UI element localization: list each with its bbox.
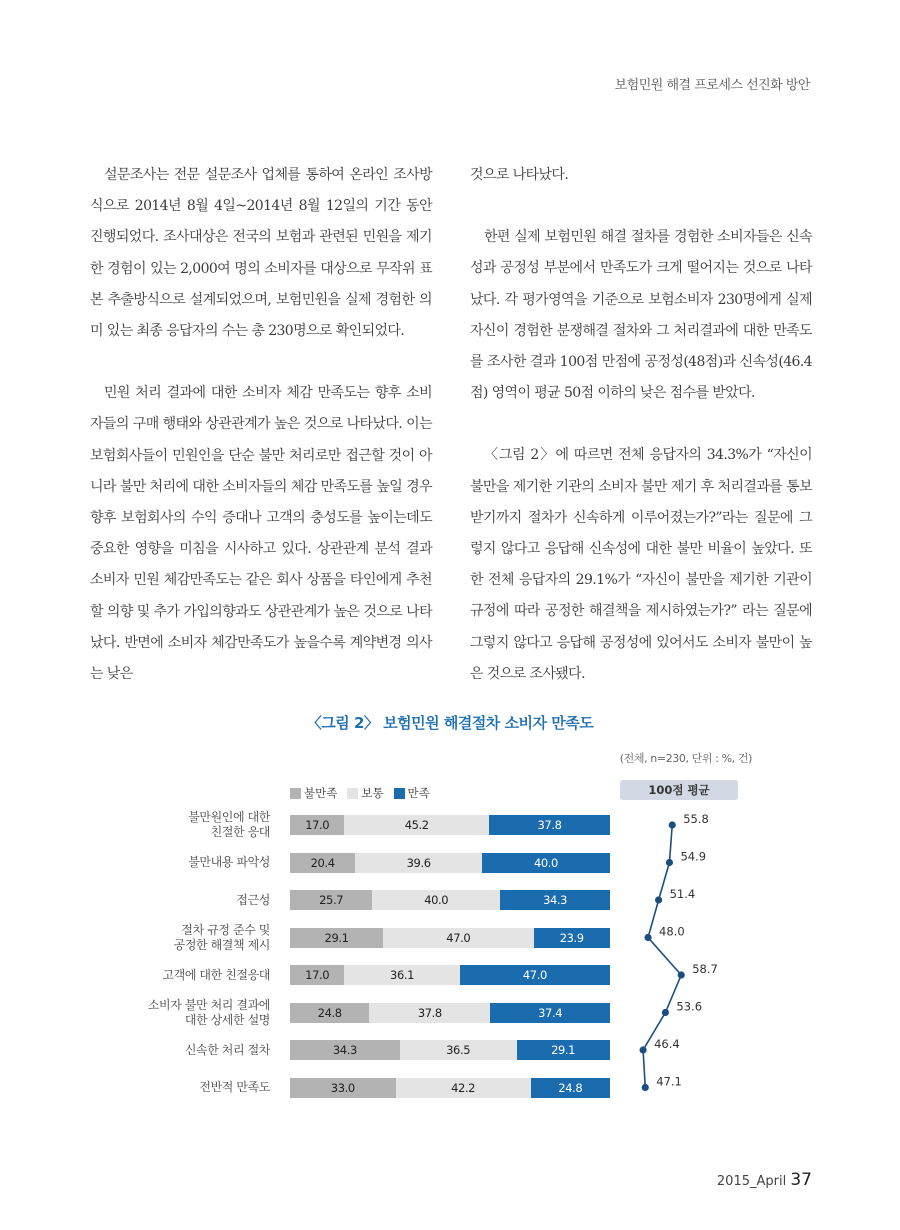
category-label-line: 대한 상세한 설명	[184, 1012, 270, 1027]
category-label-line: 전반적 만족도	[199, 1080, 270, 1094]
average-score-point	[662, 1009, 669, 1016]
legend-item	[290, 785, 337, 801]
satisfied-segment: 34.3	[500, 890, 610, 910]
stacked-bar	[290, 890, 610, 910]
satisfied-segment: 37.4	[490, 1003, 610, 1023]
page-number: 37	[790, 1170, 812, 1190]
dissatisfied-segment: 33.0	[290, 1078, 396, 1098]
category-label	[110, 855, 270, 870]
right-column	[470, 160, 812, 721]
satisfied-segment: 47.0	[460, 965, 610, 985]
dissatisfied-segment: 20.4	[290, 853, 355, 873]
average-score-label: 54.9	[680, 849, 707, 864]
legend-item	[347, 785, 383, 801]
legend-swatch	[394, 788, 405, 799]
dissatisfied-segment: 29.1	[290, 928, 383, 948]
category-label	[110, 893, 270, 908]
average-score-label: 51.4	[669, 887, 696, 901]
dissatisfied-segment: 24.8	[290, 1003, 369, 1023]
dissatisfied-segment: 17.0	[290, 965, 344, 985]
legend-item	[394, 785, 430, 801]
average-score-point	[642, 1084, 649, 1091]
average-score-point	[644, 934, 651, 941]
category-label	[110, 968, 270, 983]
legend-label: 보통	[361, 786, 384, 800]
average-score-label: 46.4	[654, 1037, 680, 1051]
paragraph: 설문조사는 전문 설문조사 업체를 통하여 온라인 조사방식으로 2014년 8월 4일~2014년 8월 12일의 기간 동안 진행되었다. 조사대상은 전국의 보험과 관련된 민원을 제기한 경험이 있는 2,000여 명의 소비자를 대상으로 무작위 표본 추출방식으로 설계되었으며, 보험민원을 실제 경험한 의미 있는 최종 응답자의 수는 총 230명으로 확인되었다.	[90, 167, 432, 340]
left-column	[90, 160, 432, 721]
average-score-point	[666, 859, 673, 866]
satisfied-segment: 40.0	[482, 853, 610, 873]
dissatisfied-segment: 17.0	[290, 815, 344, 835]
paragraph: 〈그림 2〉에 따르면 전체 응답자의 34.3%가 “자신이 불만을 제기한 기관의 소비자 불만 제기 후 처리결과를 통보받기까지 절차가 신속하게 이루어졌는가?”라는 질문에 그렇지 않다고 응답해 신속성에 대한 불만 비율이 높았다. 또한 전체 응답자의 29.1%가 “자신이 불만을 제기한 기관이 규정에 따라 공정한 해결책을 제시하였는가?” 라는 질문에 그렇지 않다고 응답해 공정성에 있어서도 소비자 불만이 높은 것으로 조사됐다.	[470, 447, 812, 682]
satisfied-segment: 37.8	[489, 815, 610, 835]
average-header: 100점 평균	[620, 780, 738, 800]
average-score-point	[678, 971, 685, 978]
average-score-point	[639, 1046, 646, 1053]
category-label-line: 친절한 응대	[210, 825, 270, 839]
paragraph: 한편 실제 보험민원 해결 절차를 경험한 소비자들은 신속성과 공정성 부분에서 만족도가 크게 떨어지는 것으로 나타났다. 각 평가영역을 기준으로 보험소비자 230명에게 실제 자신이 경험한 분쟁해결 절차와 그 처리결과에 대한 만족도를 조사한 결과 100점 만점에 공정성(48점)과 신속성(46.4점) 영역이 평균 50점 이하의 낮은 점수를 받았다.	[470, 229, 812, 402]
satisfied-segment: 23.9	[534, 928, 610, 948]
satisfied-segment: 24.8	[531, 1078, 610, 1098]
paragraph: 것으로 나타났다.	[470, 167, 569, 183]
stacked-bar	[290, 1003, 610, 1023]
category-label	[110, 923, 270, 953]
neutral-segment: 36.1	[344, 965, 459, 985]
neutral-segment: 45.2	[344, 815, 489, 835]
legend-label: 만족	[407, 786, 430, 800]
average-score-point	[655, 896, 662, 903]
stacked-bar	[290, 928, 610, 948]
neutral-segment: 40.0	[372, 890, 500, 910]
neutral-segment: 37.8	[369, 1003, 490, 1023]
stacked-bar	[290, 1040, 610, 1060]
stacked-bar	[290, 1078, 610, 1098]
stacked-bar	[290, 965, 610, 985]
dissatisfied-segment: 34.3	[290, 1040, 400, 1060]
average-score-label: 58.7	[692, 962, 718, 976]
neutral-segment: 39.6	[355, 853, 482, 873]
neutral-segment: 42.2	[396, 1078, 531, 1098]
category-label-line: 신속한 처리 절차	[184, 1042, 270, 1057]
paragraph: 민원 처리 결과에 대한 소비자 체감 만족도는 향후 소비자들의 구매 행태와 상관관계가 높은 것으로 나타났다. 이는 보험회사들이 민원인을 단순 불만 처리로만 접근할 것이 아니라 불만 처리에 대한 소비자들의 체감 만족도를 높일 경우 향후 보험회사의 수익 증대나 고객의 충성도를 높이는데도 중요한 영향을 미침을 시사하고 있다. 상관관계 분석 결과 소비자 민원 체감만족도는 같은 회사 상품을 타인에게 추천할 의향 및 추가 가입의향과도 상관관계가 높은 것으로 나타났다. 반면에 소비자 체감만족도가 높을수록 계약변경 의사는 낮은	[90, 385, 432, 683]
satisfied-segment: 29.1	[517, 1040, 610, 1060]
legend-label: 불만족	[304, 786, 338, 800]
running-head: 보험민원 해결 프로세스 선진화 방안	[614, 78, 810, 93]
category-label-line: 접근성	[236, 892, 270, 907]
figure-note: (전체, n=230, 단위 : %, 건)	[619, 752, 752, 765]
figure-title: 〈그림 2〉 보험민원 해결절차 소비자 만족도	[306, 714, 594, 732]
category-label-line: 절차 규정 준수 및	[181, 922, 270, 937]
category-label	[110, 1080, 270, 1095]
category-label-line: 고객에 대한 친절응대	[162, 967, 270, 982]
category-label-line: 공정한 해결책 제시	[173, 937, 270, 952]
chart-legend	[290, 785, 430, 801]
category-label	[110, 810, 270, 840]
page-footer	[717, 1170, 812, 1190]
stacked-bar	[290, 853, 610, 873]
average-score-label: 47.1	[656, 1074, 682, 1089]
category-label-line: 소비자 불만 처리 결과에	[147, 997, 270, 1012]
average-score-label: 53.6	[676, 999, 703, 1014]
dissatisfied-segment: 25.7	[290, 890, 372, 910]
category-label-line: 불만원인에 대한	[188, 810, 270, 824]
average-score-chart	[620, 800, 780, 1100]
neutral-segment: 47.0	[383, 928, 533, 948]
neutral-segment: 36.5	[400, 1040, 517, 1060]
issue-label: 2015_April	[716, 1174, 787, 1189]
average-score-label: 55.8	[683, 812, 709, 826]
category-label	[110, 1043, 270, 1058]
legend-swatch	[290, 788, 301, 799]
average-score-point	[669, 821, 676, 828]
category-label	[110, 998, 270, 1028]
stacked-bar	[290, 815, 610, 835]
average-score-label: 48.0	[659, 924, 685, 939]
legend-swatch	[347, 788, 358, 799]
category-label-line: 불만내용 파악성	[188, 855, 270, 869]
